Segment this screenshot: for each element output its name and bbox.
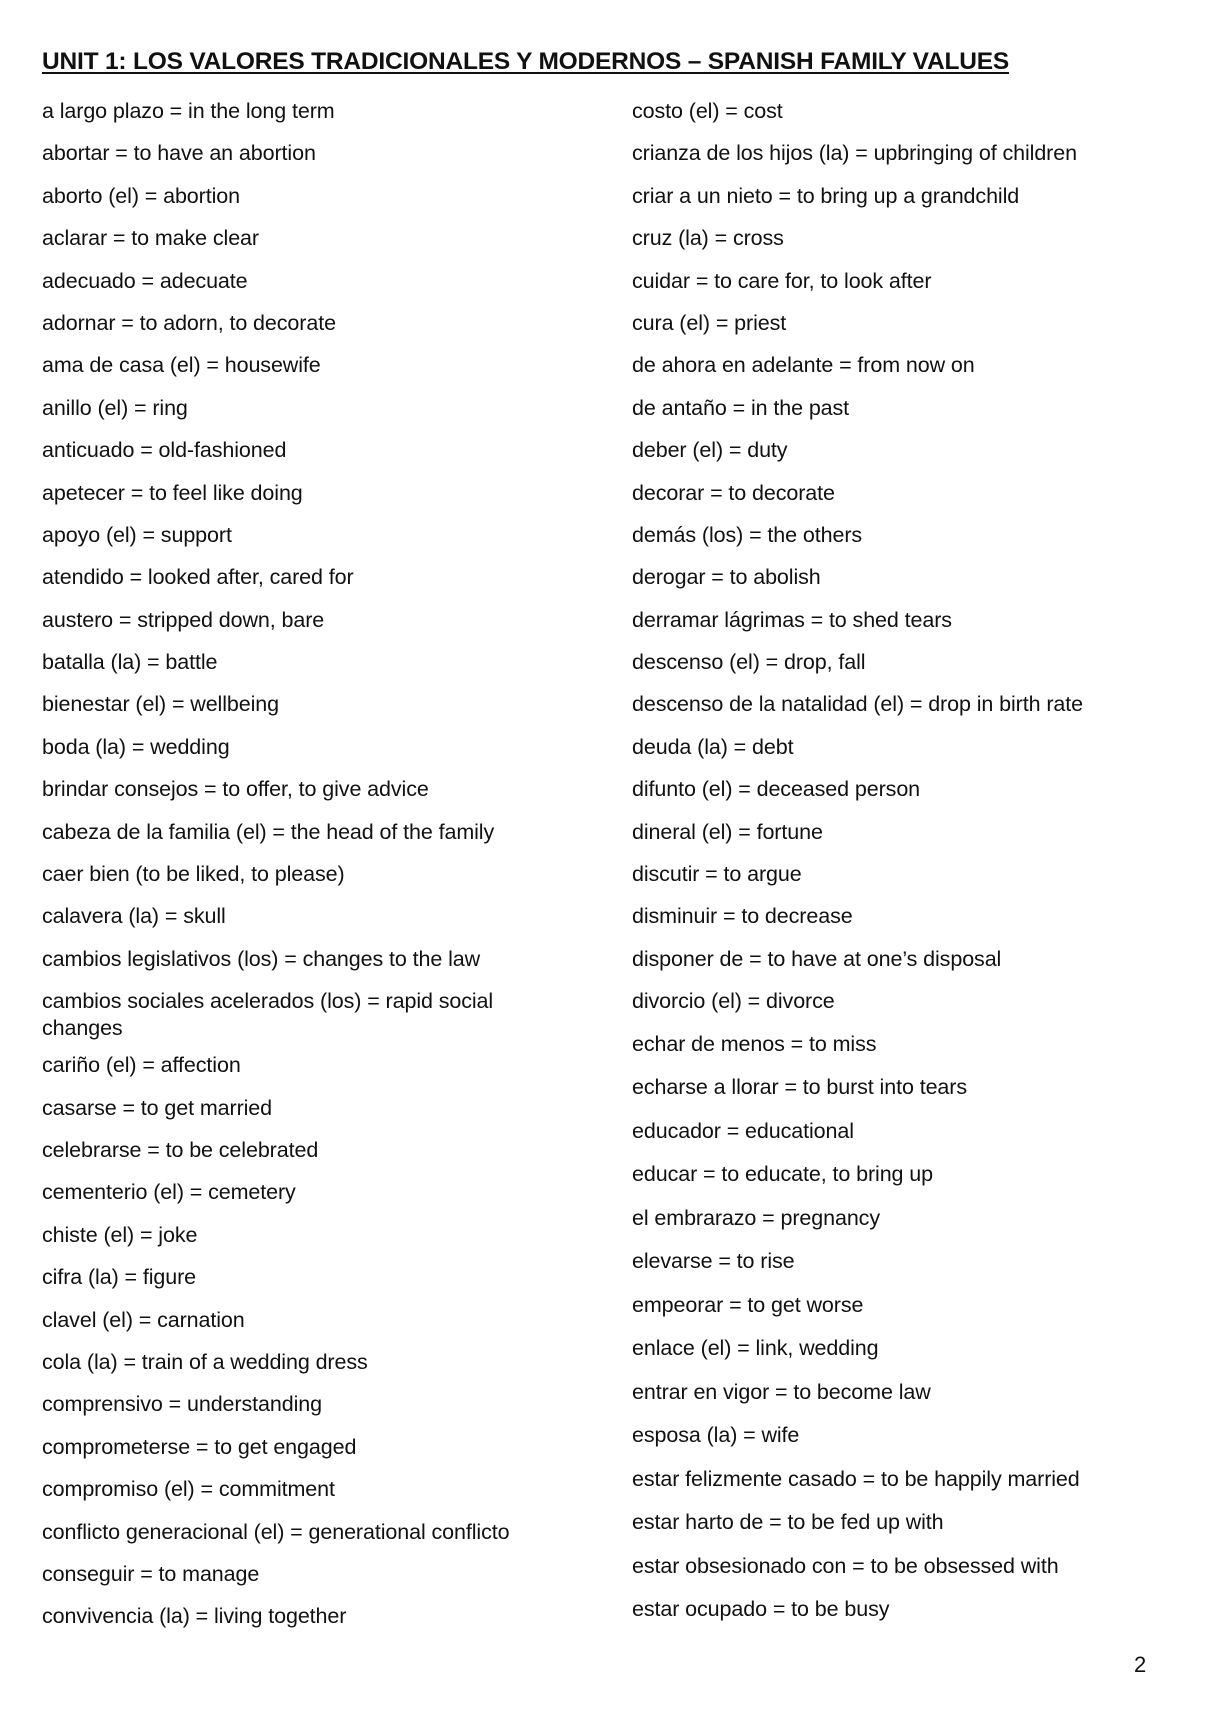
vocab-entry: demás (los) = the others xyxy=(632,522,863,547)
vocab-entry: criar a un nieto = to bring up a grandchild xyxy=(632,183,1020,208)
vocab-entry: batalla (la) = battle xyxy=(42,650,218,675)
vocab-entry: cabeza de la familia (el) = the head of the family xyxy=(42,819,495,844)
vocab-entry: discutir = to argue xyxy=(632,862,802,887)
vocab-entry: cola (la) = train of a wedding dress xyxy=(42,1349,368,1374)
vocab-entry: deber (el) = duty xyxy=(632,438,788,463)
page-number: 2 xyxy=(1134,1652,1147,1677)
vocab-entry: chiste (el) = joke xyxy=(42,1222,198,1247)
vocab-entry: cruz (la) = cross xyxy=(632,226,784,251)
vocab-entry: estar ocupado = to be busy xyxy=(632,1597,890,1622)
vocab-entry: cambios sociales acelerados (los) = rapid social changes xyxy=(42,989,494,1041)
vocab-entry: dineral (el) = fortune xyxy=(632,819,823,844)
vocab-entry: conflicto generacional (el) = generational conflicto xyxy=(42,1519,510,1544)
vocab-entry: estar obsesionado con = to be obsessed with xyxy=(632,1553,1059,1578)
vocab-entry: cambios legislativos (los) = changes to the law xyxy=(42,946,481,971)
vocab-entry: aclarar = to make clear xyxy=(42,226,259,251)
vocab-entry: estar harto de = to be fed up with xyxy=(632,1510,944,1535)
vocab-entry: adecuado = adecuate xyxy=(42,268,248,293)
vocab-entry: ama de casa (el) = housewife xyxy=(42,353,321,378)
vocab-entry: empeorar = to get worse xyxy=(632,1292,864,1317)
vocab-entry: elevarse = to rise xyxy=(632,1249,795,1274)
vocab-entry: comprensivo = understanding xyxy=(42,1392,322,1417)
vocabulary-column-left xyxy=(42,98,602,1646)
vocab-entry: divorcio (el) = divorce xyxy=(632,989,835,1014)
vocab-entry: cariño (el) = affection xyxy=(42,1053,241,1078)
vocab-entry: cementerio (el) = cemetery xyxy=(42,1180,296,1205)
vocab-entry: convivencia (la) = living together xyxy=(42,1604,347,1629)
vocab-entry: cura (el) = priest xyxy=(632,310,787,335)
vocab-entry: apetecer = to feel like doing xyxy=(42,480,303,505)
vocab-entry: educador = educational xyxy=(632,1118,854,1143)
vocab-entry: descenso de la natalidad (el) = drop in birth rate xyxy=(632,692,1083,717)
vocab-entry: anillo (el) = ring xyxy=(42,395,188,420)
vocab-entry: comprometerse = to get engaged xyxy=(42,1434,357,1459)
vocab-entry: decorar = to decorate xyxy=(632,480,835,505)
vocab-entry: abortar = to have an abortion xyxy=(42,141,316,166)
vocab-entry: casarse = to get married xyxy=(42,1095,273,1120)
vocab-entry: enlace (el) = link, wedding xyxy=(632,1336,879,1361)
vocab-entry: el embrarazo = pregnancy xyxy=(632,1205,880,1230)
vocab-entry: aborto (el) = abortion xyxy=(42,183,240,208)
page-title: UNIT 1: LOS VALORES TRADICIONALES Y MODERNOS – SPANISH FAMILY VALUES xyxy=(42,48,1009,75)
vocab-entry: cifra (la) = figure xyxy=(42,1265,197,1290)
vocab-entry: calavera (la) = skull xyxy=(42,904,226,929)
vocab-entry: educar = to educate, to bring up xyxy=(632,1162,934,1187)
vocab-entry: derramar lágrimas = to shed tears xyxy=(632,607,952,632)
vocab-entry: bienestar (el) = wellbeing xyxy=(42,692,280,717)
vocab-entry: echarse a llorar = to burst into tears xyxy=(632,1075,967,1100)
vocab-entry: derogar = to abolish xyxy=(632,565,821,590)
vocab-entry: difunto (el) = deceased person xyxy=(632,777,921,802)
vocab-entry: clavel (el) = carnation xyxy=(42,1307,245,1332)
vocab-entry: echar de menos = to miss xyxy=(632,1031,877,1056)
vocab-entry: compromiso (el) = commitment xyxy=(42,1477,335,1502)
vocab-entry: descenso (el) = drop, fall xyxy=(632,650,866,675)
vocab-entry: crianza de los hijos (la) = upbringing of children xyxy=(632,141,1077,166)
vocabulary-column-right xyxy=(632,98,1202,1638)
vocab-entry: celebrarse = to be celebrated xyxy=(42,1137,319,1162)
vocab-entry: conseguir = to manage xyxy=(42,1561,260,1586)
vocab-entry: costo (el) = cost xyxy=(632,99,783,123)
vocab-entry: adornar = to adorn, to decorate xyxy=(42,310,336,335)
vocab-entry: a largo plazo = in the long term xyxy=(42,99,335,123)
vocab-entry: cuidar = to care for, to look after xyxy=(632,268,932,293)
vocab-entry: disminuir = to decrease xyxy=(632,904,853,929)
vocab-entry: deuda (la) = debt xyxy=(632,734,794,759)
vocab-entry: anticuado = old-fashioned xyxy=(42,438,287,463)
vocab-entry: disponer de = to have at one’s disposal xyxy=(632,946,1002,971)
vocab-entry: esposa (la) = wife xyxy=(632,1423,800,1448)
vocab-entry: atendido = looked after, cared for xyxy=(42,565,354,590)
vocab-entry: estar felizmente casado = to be happily married xyxy=(632,1466,1080,1491)
vocab-entry: brindar consejos = to offer, to give advice xyxy=(42,777,429,802)
vocab-entry: caer bien (to be liked, to please) xyxy=(42,862,345,887)
vocab-entry: de antaño = in the past xyxy=(632,395,850,420)
vocab-entry: austero = stripped down, bare xyxy=(42,607,325,632)
vocab-entry: apoyo (el) = support xyxy=(42,522,232,547)
vocab-entry: de ahora en adelante = from now on xyxy=(632,353,975,378)
vocab-entry: boda (la) = wedding xyxy=(42,734,230,759)
vocab-entry: entrar en vigor = to become law xyxy=(632,1379,931,1404)
